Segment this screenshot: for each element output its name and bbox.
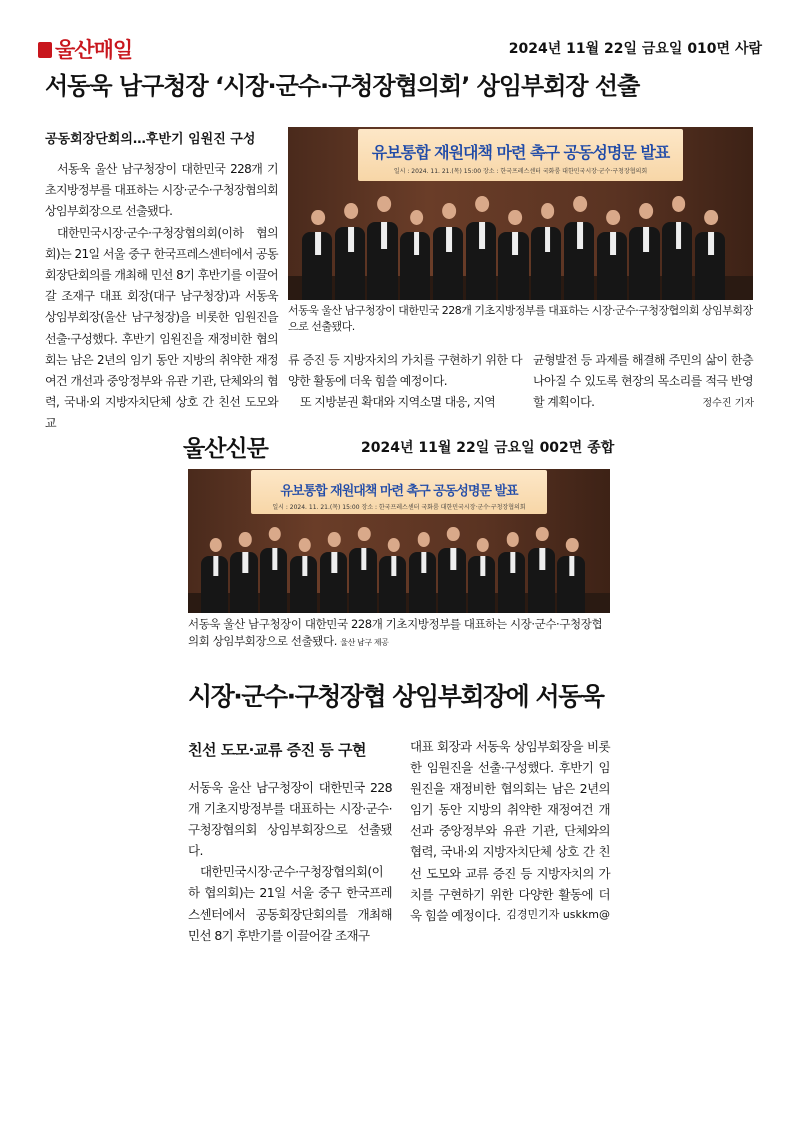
byline: 정수진 기자 xyxy=(702,398,754,409)
article-column-1 xyxy=(45,159,278,435)
person-figure xyxy=(662,191,695,300)
photo-credit: 울산 남구 제공 xyxy=(340,638,389,647)
banner-info: 일시 : 2024. 11. 21.(목) 15:00 장소 : 한국프레스센터 국화룸 대한민국시장·군수·구청장협의회 xyxy=(272,503,526,511)
person-figure xyxy=(290,534,320,613)
article-column-2 xyxy=(288,350,522,414)
person-figure xyxy=(695,205,728,300)
paragraph: 서동욱 울산 남구청장이 대한민국 228개 기초지방정부를 대표하는 시장·군수·구청장협의회 상임부회장으로 선출됐다. xyxy=(188,780,392,859)
event-photo xyxy=(188,469,610,613)
person-figure xyxy=(528,522,558,613)
person-figure xyxy=(335,198,368,300)
caption-text: 서동욱 울산 남구청장이 대한민국 228개 기초지방정부를 대표하는 시장·군수·구청장협의회 상임부회장으로 선출됐다. xyxy=(188,617,603,648)
person-figure xyxy=(498,528,528,613)
person-figure xyxy=(400,205,433,300)
person-figure xyxy=(557,534,587,613)
person-figure xyxy=(379,534,409,613)
person-figure xyxy=(597,205,630,300)
logo-mark-icon xyxy=(38,42,52,58)
headline: 서동욱 남구청장 ‘시장·군수·구청장협의회’ 상임부회장 선출 xyxy=(45,72,640,100)
headline: 시장·군수·구청장협 상임부회장에 서동욱 xyxy=(188,682,604,711)
logo-text: 울산매일 xyxy=(55,38,133,62)
banner-title: 유보통합 재원대책 마련 촉구 공동성명문 발표 xyxy=(280,483,518,499)
person-figure xyxy=(466,191,499,300)
paragraph: 대한민국시장·군수·구청장협의회(이하 협의회)는 21일 서울 중구 한국프레스센터에서 공동회장단회의를 개최해 민선 8기 후반기를 이끌어갈 조재구 대표 회장(대구 남구청장)과 서동욱 상임부회장(울산 남구청장)을 비롯한 임원진을 선출·구성했다. 후반기 임원진을 재정비한 협의회는 남은 2년의 임기 동안 지방의 취약한 재정여건 개선과 중앙정부와 유관 기관, 단체와의 협력, 국내·외 지방자치단체 상호 간 친선 도모와 교 xyxy=(45,225,278,431)
person-figure xyxy=(409,528,439,613)
dateline: 2024년 11월 22일 금요일 002면 종합 xyxy=(361,440,615,456)
subheadline: 공동회장단회의…후반기 임원진 구성 xyxy=(45,132,256,147)
paragraph: 서동욱 울산 남구청장이 대한민국 228개 기초지방정부를 대표하는 시장·군수·구청장협의회 상임부회장으로 선출됐다. xyxy=(45,162,278,219)
paragraph: 균형발전 등 과제를 해결해 주민의 삶이 한층 나아질 수 있도록 현장의 목소리를 적극 반영할 계획이다. xyxy=(533,353,753,410)
photo-caption xyxy=(188,616,610,651)
person-figure xyxy=(629,198,662,300)
event-photo xyxy=(288,127,753,300)
paragraph: 또 지방분권 확대와 지역소멸 대응, 지역 xyxy=(300,395,496,410)
byline: 김경민기자 uskkm@ xyxy=(506,908,610,921)
photo-caption: 서동욱 울산 남구청장이 대한민국 228개 기초지방정부를 대표하는 시장·군수·구청장협의회 상임부회장으로 선출됐다. xyxy=(288,304,753,333)
subheadline: 친선 도모·교류 증진 등 구현 xyxy=(188,741,366,759)
person-figure xyxy=(367,191,400,300)
person-figure xyxy=(438,522,468,613)
article-column-2 xyxy=(410,736,610,926)
paragraph: 대표 회장과 서동욱 상임부회장을 비롯한 임원진을 선출·구성했다. 후반기 임원진을 재정비한 협의회는 남은 2년의 임기 동안 지방의 취약한 재정여건 개선과 중앙정부와 유관 기관, 단체와의 협력, 국내·외 지방자치단체 상호 간 친선 도모와 교류 증진 등 지방자치의 가치를 구현하기 위한 다양한 활동에 더욱 힘쓸 예정이다. xyxy=(410,739,610,923)
event-banner xyxy=(251,470,546,513)
person-figure xyxy=(349,522,379,613)
person-figure xyxy=(302,205,335,300)
paragraph: 류 증진 등 지방자치의 가치를 구현하기 위한 다양한 활동에 더욱 힘쓸 예정이다. xyxy=(288,353,522,389)
person-figure xyxy=(433,198,466,300)
paragraph: 대한민국시장·군수·구청장협의회(이하 협의회)는 21일 서울 중구 한국프레스센터에서 공동회장단회의를 개최해 민선 8기 후반기를 이끌어갈 조재구 xyxy=(188,864,392,943)
person-figure xyxy=(531,198,564,300)
person-figure xyxy=(498,205,531,300)
article-column-1 xyxy=(188,777,392,946)
person-figure xyxy=(564,191,597,300)
newspaper-logo-ulsansinmun: 울산신문 xyxy=(183,436,268,462)
person-figure xyxy=(468,534,498,613)
person-figure xyxy=(201,534,231,613)
dateline: 2024년 11월 22일 금요일 010면 사람 xyxy=(508,41,762,57)
banner-title: 유보통합 재원대책 마련 촉구 공동성명문 발표 xyxy=(371,143,670,163)
newspaper-logo-ulsanmaeil xyxy=(38,34,132,64)
banner-info: 일시 : 2024. 11. 21.(목) 15:00 장소 : 한국프레스센터 국화룸 대한민국시장·군수·구청장협의회 xyxy=(393,168,648,176)
person-figure xyxy=(260,522,290,613)
person-figure xyxy=(230,528,260,613)
event-banner xyxy=(358,129,684,181)
person-figure xyxy=(320,528,350,613)
